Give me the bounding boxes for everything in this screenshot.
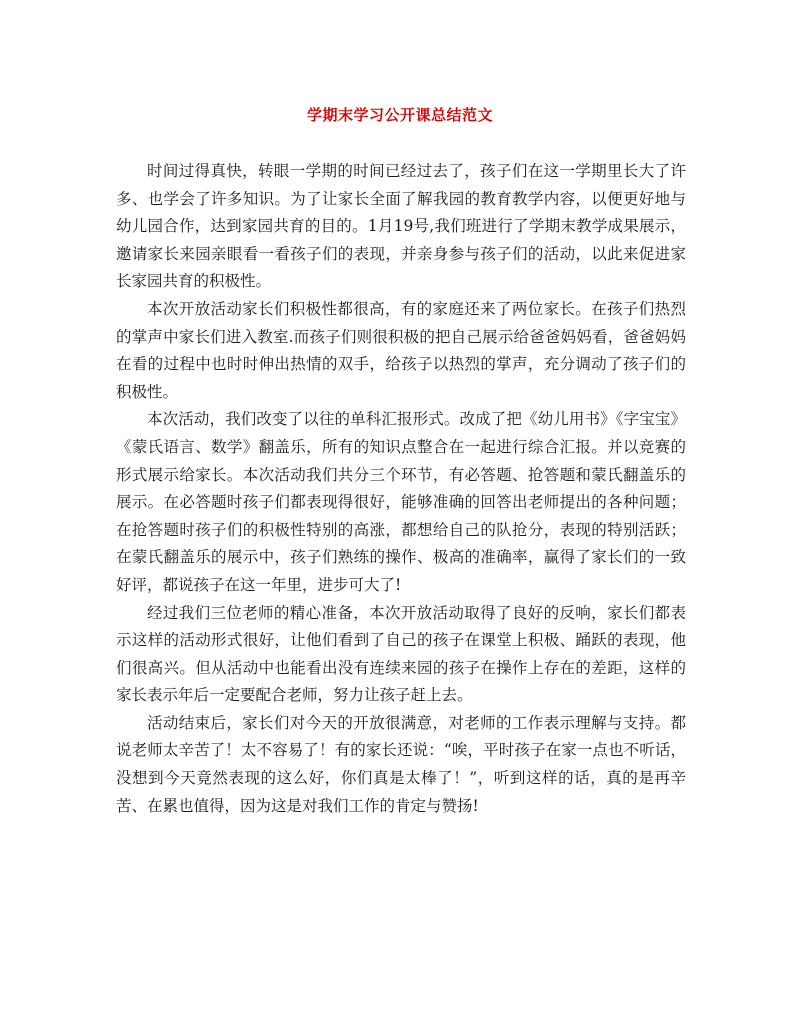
paragraph-5: 活动结束后，家长们对今天的开放很满意，对老师的工作表示理解与支持。都说老师太辛苦了！太不容易了！有的家长还说：“唉，平时孩子在家一点也不听话，没想到今天竟然表现的这么好，你们真是太棒了！”，听到这样的话，真的是再辛苦、在累也值得，因为这是对我们工作的肯定与赞扬! [116,713,686,815]
paragraph-3: 本次活动，我们改变了以往的单科汇报形式。改成了把《幼儿用书》《字宝宝》《蒙氏语言、数学》翻盖乐，所有的知识点整合在一起进行综合汇报。并以竞赛的形式展示给家长。本次活动我们共分三个环节，有必答题、抢答题和蒙氏翻盖乐的展示。在必答题时孩子们都表现得很好，能够准确的回答出老师提出的各种问题；在抢答题时孩子们的积极性特别的高涨，都想给自己的队抢分，表现的特别活跃；在蒙氏翻盖乐的展示中，孩子们熟练的操作、极高的准确率，赢得了家长们的一致好评，都说孩子在这一年里，进步可大了! [116,410,686,594]
document-title: 学期末学习公开课总结范文 [306,106,493,124]
paragraph-4: 经过我们三位老师的精心准备，本次开放活动取得了良好的反响，家长们都表示这样的活动形式很好，让他们看到了自己的孩子在课堂上积极、踊跃的表现，他们很高兴。但从活动中也能看出没有连续来园的孩子在操作上存在的差距，这样的家长表示年后一定要配合老师，努力让孩子赶上去。 [116,603,686,705]
paragraph-1: 时间过得真快，转眼一学期的时间已经过去了，孩子们在这一学期里长大了许多、也学会了许多知识。为了让家长全面了解我园的教育教学内容，以便更好地与幼儿园合作，达到家园共育的目的。1月19号,我们班进行了学期末教学成果展示，邀请家长来园亲眼看一看孩子们的表现，并亲身参与孩子们的活动，以此来促进家长家园共育的积极性。 [116,162,686,291]
paragraph-2: 本次开放活动家长们积极性都很高，有的家庭还来了两位家长。在孩子们热烈的掌声中家长们进入教室.而孩子们则很积极的把自己展示给爸爸妈妈看，爸爸妈妈在看的过程中也时时伸出热情的双手，给孩子以热烈的掌声，充分调动了孩子们的积极性。 [116,299,686,401]
document-body [116,158,686,820]
